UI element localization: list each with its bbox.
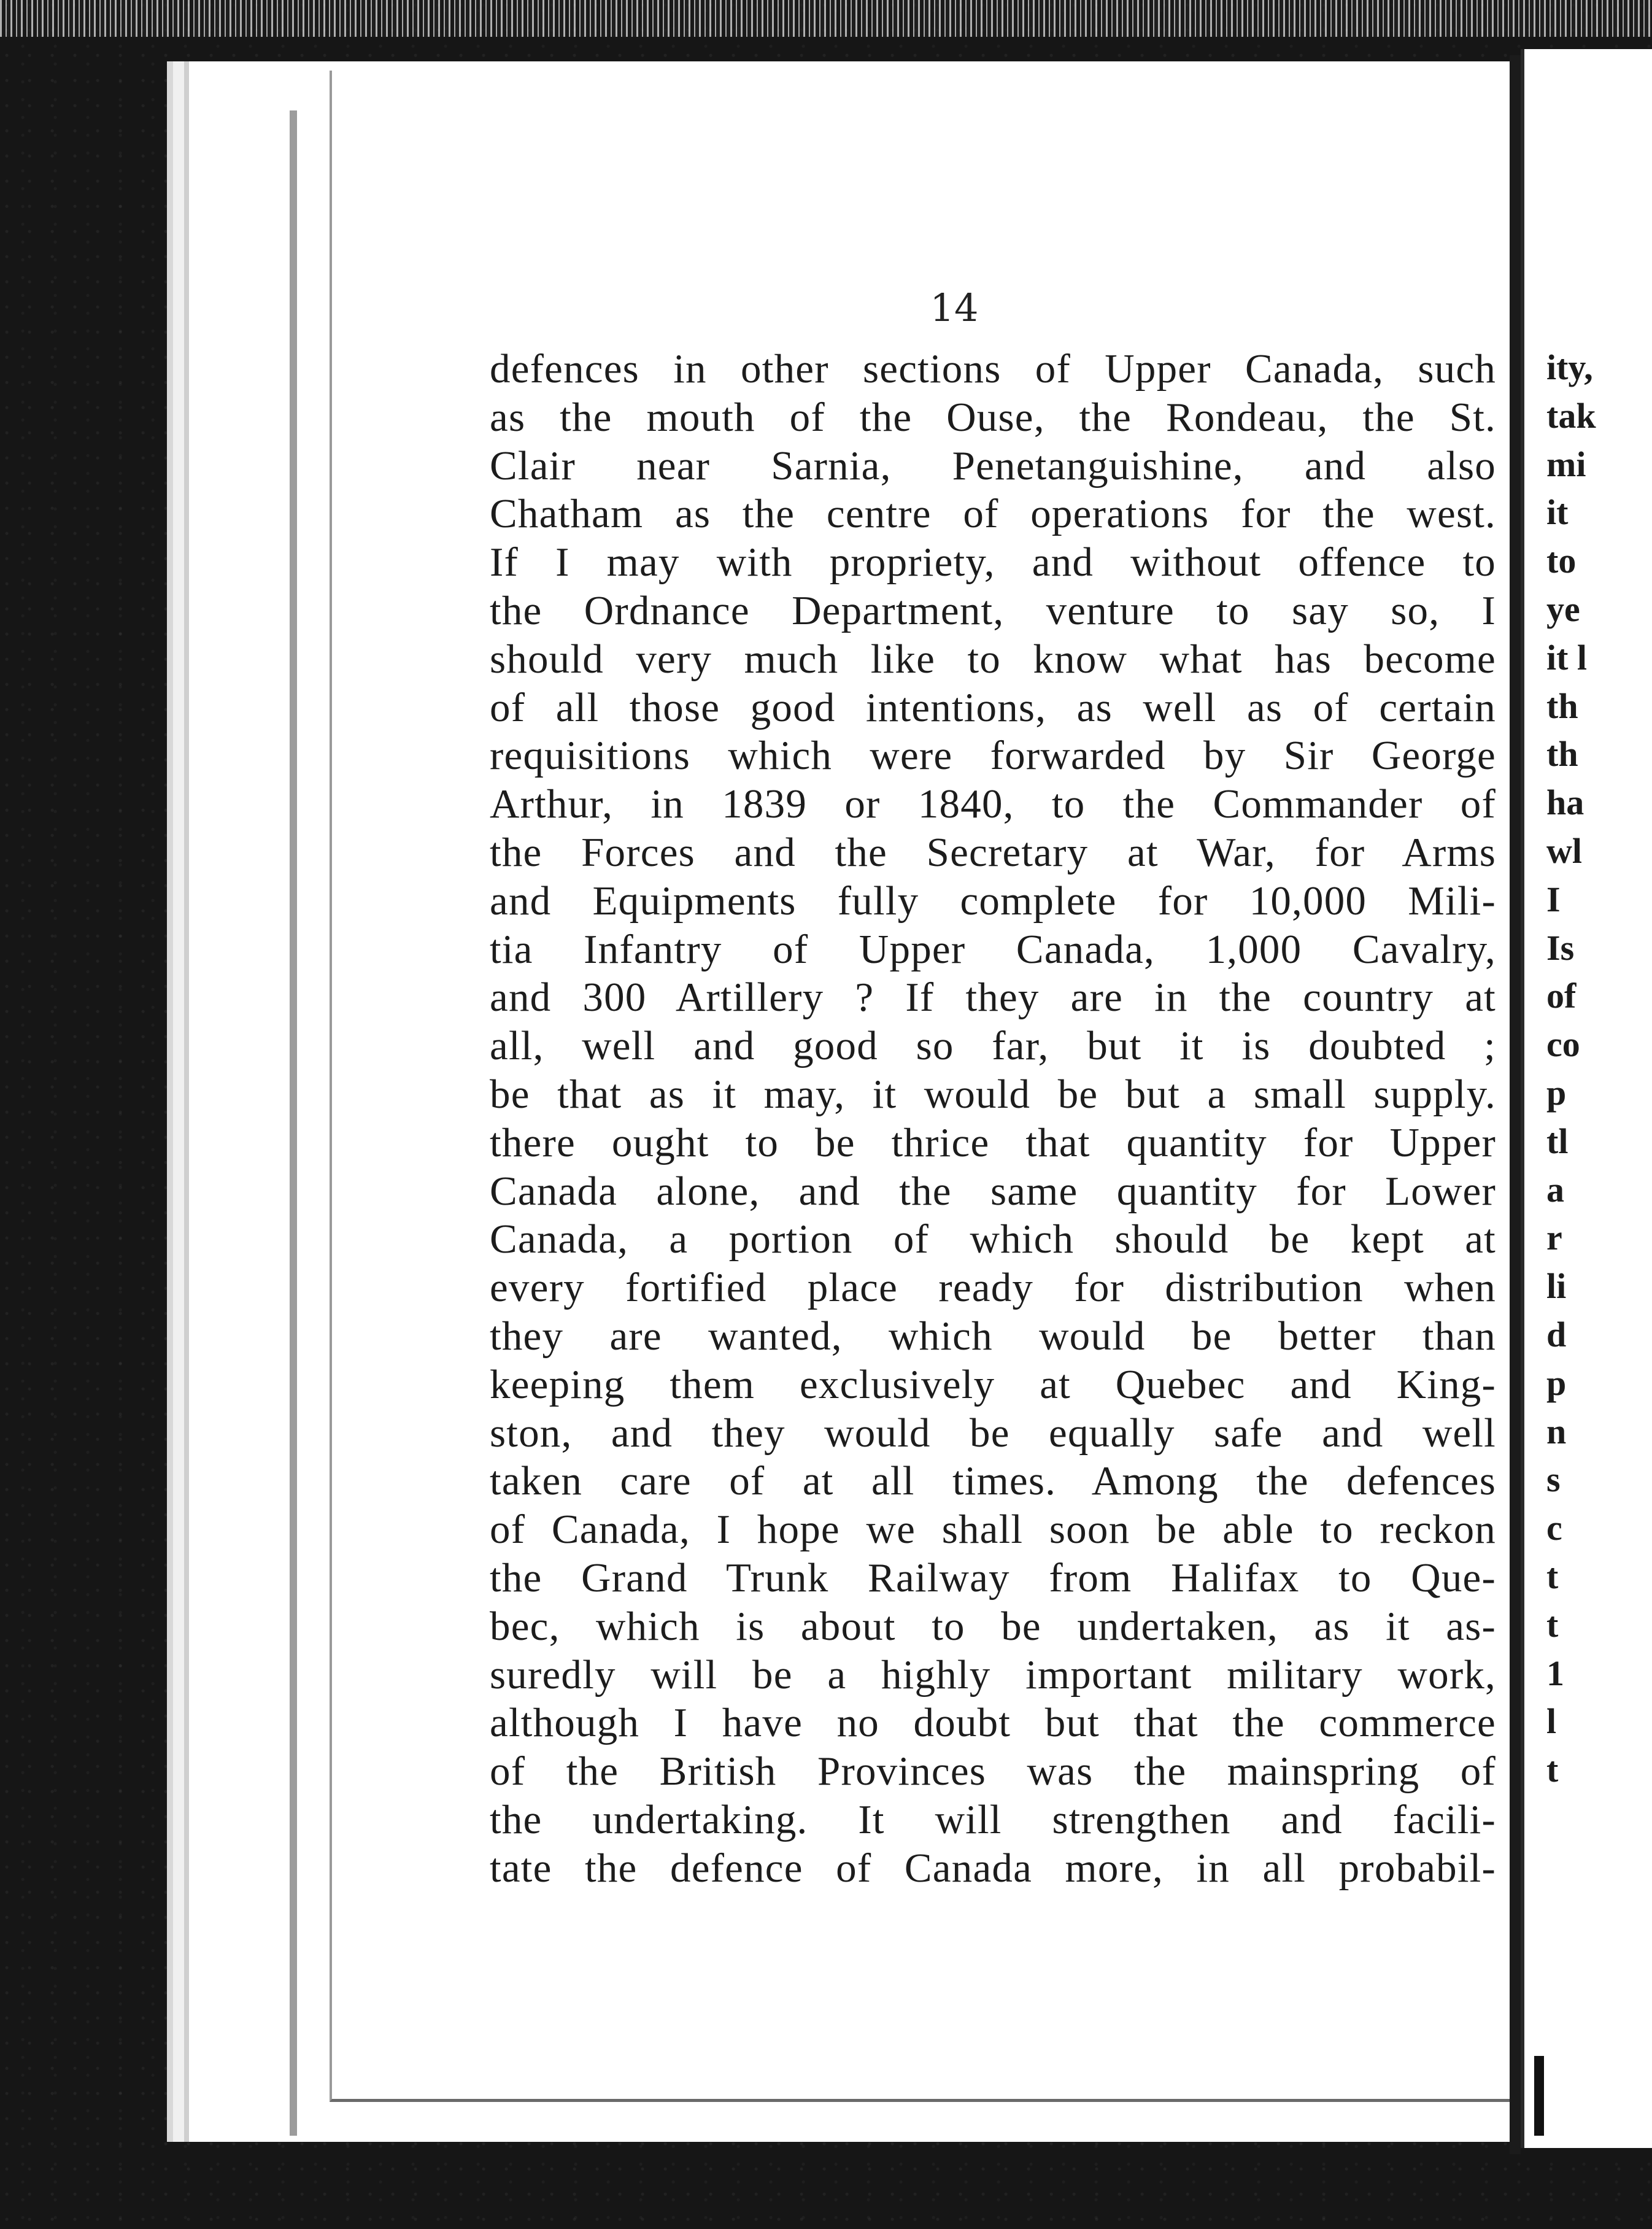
text-line: the Forces and the Secretary at War, for Arms: [490, 829, 1496, 875]
fragment-line: p: [1546, 1072, 1567, 1113]
fragment-line: c: [1546, 1508, 1562, 1548]
text-line: of all those good intentions, as well as of certain: [490, 684, 1496, 730]
fragment-line: tl: [1546, 1121, 1569, 1161]
right-page-text-fragments: [1546, 344, 1652, 1794]
book-gutter: [1510, 55, 1521, 2154]
text-line: Chatham as the centre of operations for the west.: [490, 491, 1496, 537]
text-line: ston, and they would be equally safe and well: [490, 1410, 1496, 1456]
text-line: every fortified place ready for distribution when: [490, 1265, 1496, 1311]
text-line: as the mouth of the Ouse, the Rondeau, the St.: [490, 394, 1496, 440]
fragment-line: t: [1546, 1750, 1559, 1790]
text-line: Canada, a portion of which should be kept at: [490, 1216, 1496, 1262]
text-line: taken care of at all times. Among the defences: [490, 1458, 1496, 1504]
fragment-line: r: [1546, 1218, 1562, 1258]
text-line: bec, which is about to be undertaken, as it as-: [490, 1603, 1496, 1649]
fragment-line: to: [1546, 541, 1577, 581]
page-stack-edge: [290, 110, 297, 2136]
text-line: should very much like to know what has become: [490, 636, 1496, 682]
text-line: the undertaking. It will strengthen and facili-: [490, 1796, 1496, 1842]
text-line: If I may with propriety, and without offence to: [490, 539, 1496, 585]
text-line: all, well and good so far, but it is doubted ;: [490, 1023, 1496, 1069]
text-line: the Grand Trunk Railway from Halifax to Que-: [490, 1555, 1496, 1601]
fragment-line: it: [1546, 492, 1569, 533]
text-line: be that as it may, it would be but a small supply.: [490, 1071, 1496, 1117]
text-line: of Canada, I hope we shall soon be able to reckon: [490, 1507, 1496, 1553]
fragment-line: co: [1546, 1024, 1580, 1065]
text-line: requisitions which were forwarded by Sir George: [490, 733, 1496, 779]
text-line: tia Infantry of Upper Canada, 1,000 Cavalry,: [490, 926, 1496, 972]
fragment-line: ity,: [1546, 347, 1593, 387]
fragment-line: d: [1546, 1314, 1567, 1354]
text-line: suredly will be a highly important military work,: [490, 1651, 1496, 1698]
text-line: of the British Provinces was the mainspring of: [490, 1748, 1496, 1794]
fragment-line: Is: [1546, 927, 1575, 968]
page-number: 14: [930, 285, 979, 330]
fragment-line: p: [1546, 1362, 1567, 1403]
text-line: defences in other sections of Upper Canada, such: [490, 346, 1496, 392]
fragment-line: ye: [1546, 589, 1580, 629]
fragment-line: it l: [1546, 637, 1588, 678]
fragment-line: l: [1546, 1701, 1557, 1742]
scan-top-edge: [0, 0, 1652, 37]
fragment-line: mi: [1546, 444, 1586, 484]
text-line: the Ordnance Department, venture to say so, I: [490, 587, 1496, 633]
text-line: keeping them exclusively at Quebec and King-: [490, 1361, 1496, 1407]
fragment-line: of: [1546, 976, 1577, 1016]
fragment-line: th: [1546, 734, 1578, 775]
text-line: although I have no doubt but that the commerce: [490, 1700, 1496, 1746]
fragment-line: s: [1546, 1459, 1561, 1500]
text-line: Canada alone, and the same quantity for Lower: [490, 1168, 1496, 1214]
fragment-line: li: [1546, 1266, 1567, 1307]
fragment-line: tak: [1546, 395, 1596, 436]
fragment-line: a: [1546, 1169, 1564, 1210]
fragment-line: ha: [1546, 782, 1584, 823]
text-line: Arthur, in 1839 or 1840, to the Commander of: [490, 781, 1496, 827]
text-line: and Equipments fully complete for 10,000 Mili-: [490, 878, 1496, 924]
text-line: Clair near Sarnia, Penetanguishine, and also: [490, 442, 1496, 489]
fragment-line: t: [1546, 1604, 1559, 1645]
fragment-line: wl: [1546, 830, 1582, 871]
fragment-line: t: [1546, 1556, 1559, 1596]
fragment-line: I: [1546, 879, 1561, 919]
fragment-line: n: [1546, 1411, 1567, 1451]
fragment-line: 1: [1546, 1653, 1564, 1693]
text-line: they are wanted, which would be better than: [490, 1313, 1496, 1359]
ribbon-bookmark: [1534, 2056, 1544, 2136]
text-line: there ought to be thrice that quantity for Upper: [490, 1119, 1496, 1165]
page-body-text: [490, 345, 1496, 1893]
text-line: tate the defence of Canada more, in all probabil-: [490, 1845, 1496, 1891]
fragment-line: th: [1546, 686, 1578, 726]
text-line: and 300 Artillery ? If they are in the country at: [490, 975, 1496, 1021]
